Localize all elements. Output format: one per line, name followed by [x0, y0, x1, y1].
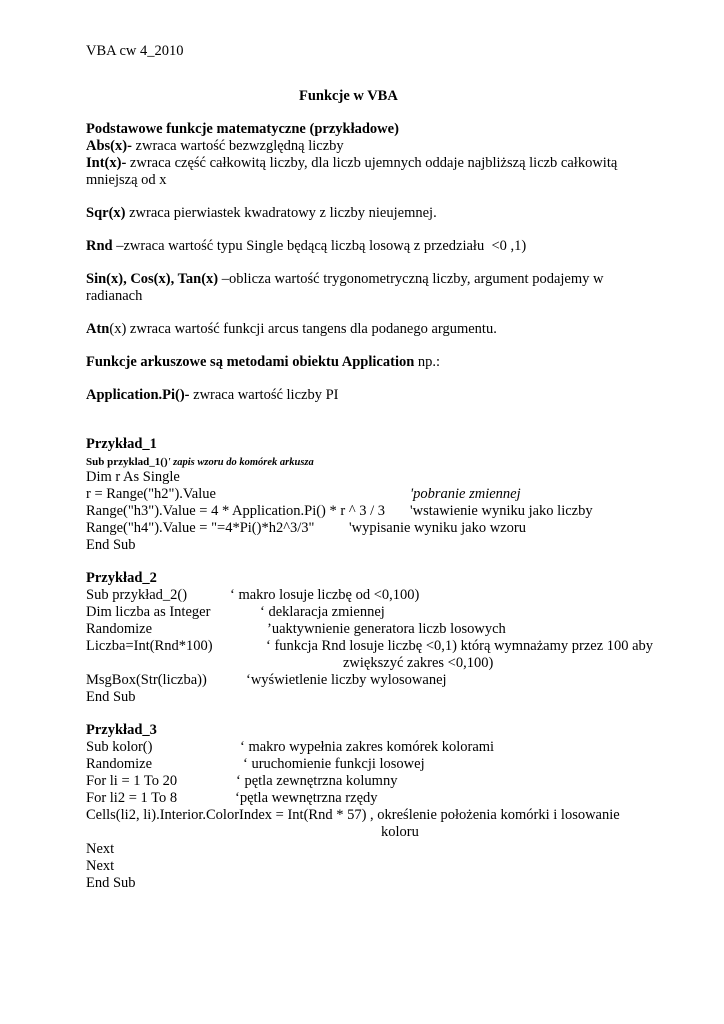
rnd-line — [86, 238, 526, 255]
code-line: Cells(li2, li).Interior.ColorIndex = Int(Rnd * 57) — [86, 807, 367, 823]
code-line: Liczba=Int(Rnd*100) — [86, 638, 213, 654]
code-comment: koloru — [381, 824, 419, 840]
code-comment: ‘pętla wewnętrzna rzędy — [235, 790, 378, 806]
page-header: VBA cw 4_2010 — [86, 43, 184, 59]
trig-term: Sin(x), Cos(x), Tan(x) — [86, 271, 219, 287]
pi-desc: zwraca wartość liczby PI — [189, 387, 339, 403]
code-line: End Sub — [86, 689, 136, 705]
code-line: r = Range("h2").Value — [86, 486, 216, 502]
rnd-desc: –zwraca wartość typu Single będącą liczbą losową z przedziału <0 ,1) — [112, 238, 527, 254]
example3-heading: Przykład_3 — [86, 722, 157, 738]
abs-term: Abs(x)- — [86, 138, 132, 154]
code-comment: 'wypisanie wyniku jako wzoru — [349, 520, 526, 536]
code-line: MsgBox(Str(liczba)) — [86, 672, 207, 688]
code-line: Dim r As Single — [86, 469, 180, 485]
sheet-functions-suffix: np.: — [414, 354, 441, 370]
int-line — [86, 155, 617, 172]
code-comment: ’uaktywnienie generatora liczb losowych — [267, 621, 506, 637]
rnd-term: Rnd — [86, 238, 113, 254]
int-continuation: mniejszą od x — [86, 172, 167, 188]
example1-heading: Przykład_1 — [86, 436, 157, 452]
code-comment: ‘ funkcja Rnd losuje liczbę <0,1) którą wymnażamy przez 100 aby — [266, 638, 654, 654]
trig-continuation: radianach — [86, 288, 143, 304]
sqr-term: Sqr(x) — [86, 205, 126, 221]
sqr-desc: zwraca pierwiastek kwadratowy z liczby nieujemnej. — [125, 205, 437, 221]
code-line: Sub kolor() — [86, 739, 153, 755]
code-line: Sub przykład_2() — [86, 587, 188, 603]
code-comment: , określenie położenia komórki i losowanie — [366, 807, 620, 823]
atn-line — [86, 321, 497, 338]
code-line: Dim liczba as Integer — [86, 604, 211, 620]
code-line: End Sub — [86, 537, 136, 553]
trig-desc: –oblicza wartość trygonometryczną liczby, argument podajemy w — [218, 271, 604, 287]
code-comment: 'pobranie zmiennej — [410, 486, 521, 502]
sheet-functions-heading: Funkcje arkuszowe są metodami obiektu Application — [86, 354, 415, 370]
example2-heading: Przykład_2 — [86, 570, 157, 586]
code-comment: zwiększyć zakres <0,100) — [343, 655, 494, 671]
pi-term: Application.Pi()- — [86, 387, 190, 403]
code-line: End Sub — [86, 875, 136, 891]
page-title: Funkcje w VBA — [299, 88, 398, 104]
abs-desc: zwraca wartość bezwzględną liczby — [131, 138, 344, 154]
example1-sub-code: Sub przyklad_1() — [86, 456, 168, 468]
code-line-with-comment — [86, 807, 620, 824]
code-comment: 'wstawienie wyniku jako liczby — [410, 503, 593, 519]
code-line: Randomize — [86, 756, 153, 772]
math-functions-heading: Podstawowe funkcje matematyczne (przykładowe) — [86, 121, 399, 137]
example1-sub-line — [86, 455, 314, 469]
abs-line — [86, 138, 344, 155]
code-line: Range("h4").Value = "=4*Pi()*h2^3/3" — [86, 520, 315, 536]
code-comment: ‘ pętla zewnętrzna kolumny — [236, 773, 398, 789]
int-term: Int(x)- — [86, 155, 127, 171]
code-line: Next — [86, 858, 115, 874]
int-desc: zwraca część całkowitą liczby, dla liczb ujemnych oddaje najbliższą liczb całkowitą — [126, 155, 618, 171]
code-line: For li2 = 1 To 8 — [86, 790, 178, 806]
example1-sub-note: ' zapis wzoru do komórek arkusza — [167, 457, 314, 468]
code-comment: ‘ uruchomienie funkcji losowej — [243, 756, 425, 772]
code-line: Next — [86, 841, 115, 857]
code-comment: ‘wyświetlenie liczby wylosowanej — [246, 672, 447, 688]
code-line: Range("h3").Value = 4 * Application.Pi() * r ^ 3 / 3 — [86, 503, 386, 519]
trig-line — [86, 271, 603, 288]
code-line: For li = 1 To 20 — [86, 773, 178, 789]
pi-line — [86, 387, 338, 404]
code-comment: ‘ makro losuje liczbę od <0,100) — [230, 587, 420, 603]
atn-term: Atn — [86, 321, 110, 337]
sqr-line — [86, 205, 437, 222]
code-comment: ‘ deklaracja zmiennej — [260, 604, 385, 620]
code-line: Randomize — [86, 621, 153, 637]
atn-desc: (x) zwraca wartość funkcji arcus tangens dla podanego argumentu. — [109, 321, 497, 337]
sheet-functions-line — [86, 354, 440, 371]
code-comment: ‘ makro wypełnia zakres komórek kolorami — [240, 739, 495, 755]
